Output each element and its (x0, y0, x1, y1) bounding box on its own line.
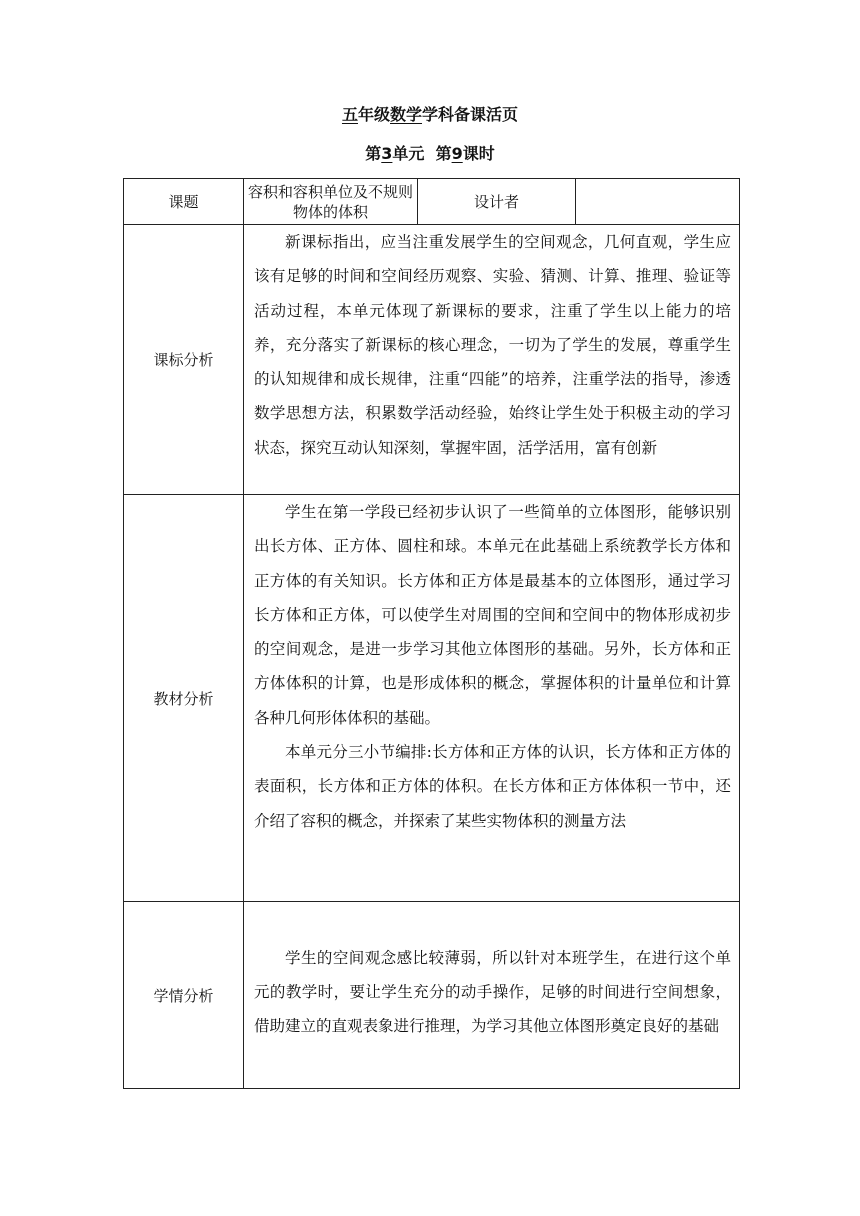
section-label: 课标分析 (124, 225, 244, 495)
page-title (0, 101, 860, 129)
designer-value (576, 179, 740, 225)
lesson-number: 9 (451, 144, 463, 163)
subject-value: 数学 (390, 105, 423, 124)
title-suffix: 学科备课活页 (422, 105, 519, 124)
paragraph: 学生的空间观念感比较薄弱，所以针对本班学生，在进行这个单元的教学时，要让学生充分的动手操作，足够的时间进行空间想象，借助建立的直观表象进行推理，为学习其他立体图形奠定良好的基础 (254, 948, 731, 1036)
topic-value: 容积和容积单位及不规则物体的体积 (244, 179, 418, 225)
lesson-word: 课时 (462, 144, 495, 163)
section-content (244, 495, 740, 902)
lesson-plan-table (123, 178, 740, 1089)
unit-prefix: 第 (365, 144, 382, 163)
paragraph: 新课标指出，应当注重发展学生的空间观念，几何直观，学生应该有足够的时间和空间经历观察、实验、猜测、计算、推理、验证等活动过程，本单元体现了新课标的要求，注重了学生以上能力的培养，充分落实了新课标的核心理念，一切为了学生的发展，尊重学生的认知规律和成长规律，注重“四能”的培养，注重学法的指导，渗透数学思想方法，积累数学活动经验，始终让学生处于积极主动的学习状态，探究互动认知深刻，掌握牢固，活学活用，富有创新 (254, 233, 731, 457)
paragraph: 本单元分三小节编排:长方体和正方体的认识，长方体和正方体的表面积，长方体和正方体的体积。在长方体和正方体体积一节中，还介绍了容积的概念，并探索了某些实物体积的测量方法 (254, 743, 731, 830)
section-label: 教材分析 (124, 495, 244, 902)
section-label: 学情分析 (124, 902, 244, 1089)
textbook-analysis-row (124, 495, 740, 902)
section-content (244, 225, 740, 495)
topic-label: 课题 (124, 179, 244, 225)
student-analysis-row (124, 902, 740, 1089)
designer-label: 设计者 (418, 179, 576, 225)
unit-lesson-line (0, 141, 860, 167)
section-content (244, 902, 740, 1089)
unit-number: 3 (381, 144, 393, 163)
grade-value: 五 (341, 105, 358, 124)
grade-word: 年级 (357, 105, 390, 124)
unit-word: 单元 第 (392, 144, 452, 163)
standards-analysis-row (124, 225, 740, 495)
paragraph: 学生在第一学段已经初步认识了一些简单的立体图形，能够识别出长方体、正方体、圆柱和球。本单元在此基础上系统教学长方体和正方体的有关知识。长方体和正方体是最基本的立体图形，通过学习长方体和正方体，可以使学生对周围的空间和空间中的物体形成初步的空间观念，是进一步学习其他立体图形的基础。另外，长方体和正方体体积的计算，也是形成体积的概念，掌握体积的计量单位和计算各种几何形体体积的基础。 (254, 503, 731, 727)
topic-row (124, 179, 740, 225)
